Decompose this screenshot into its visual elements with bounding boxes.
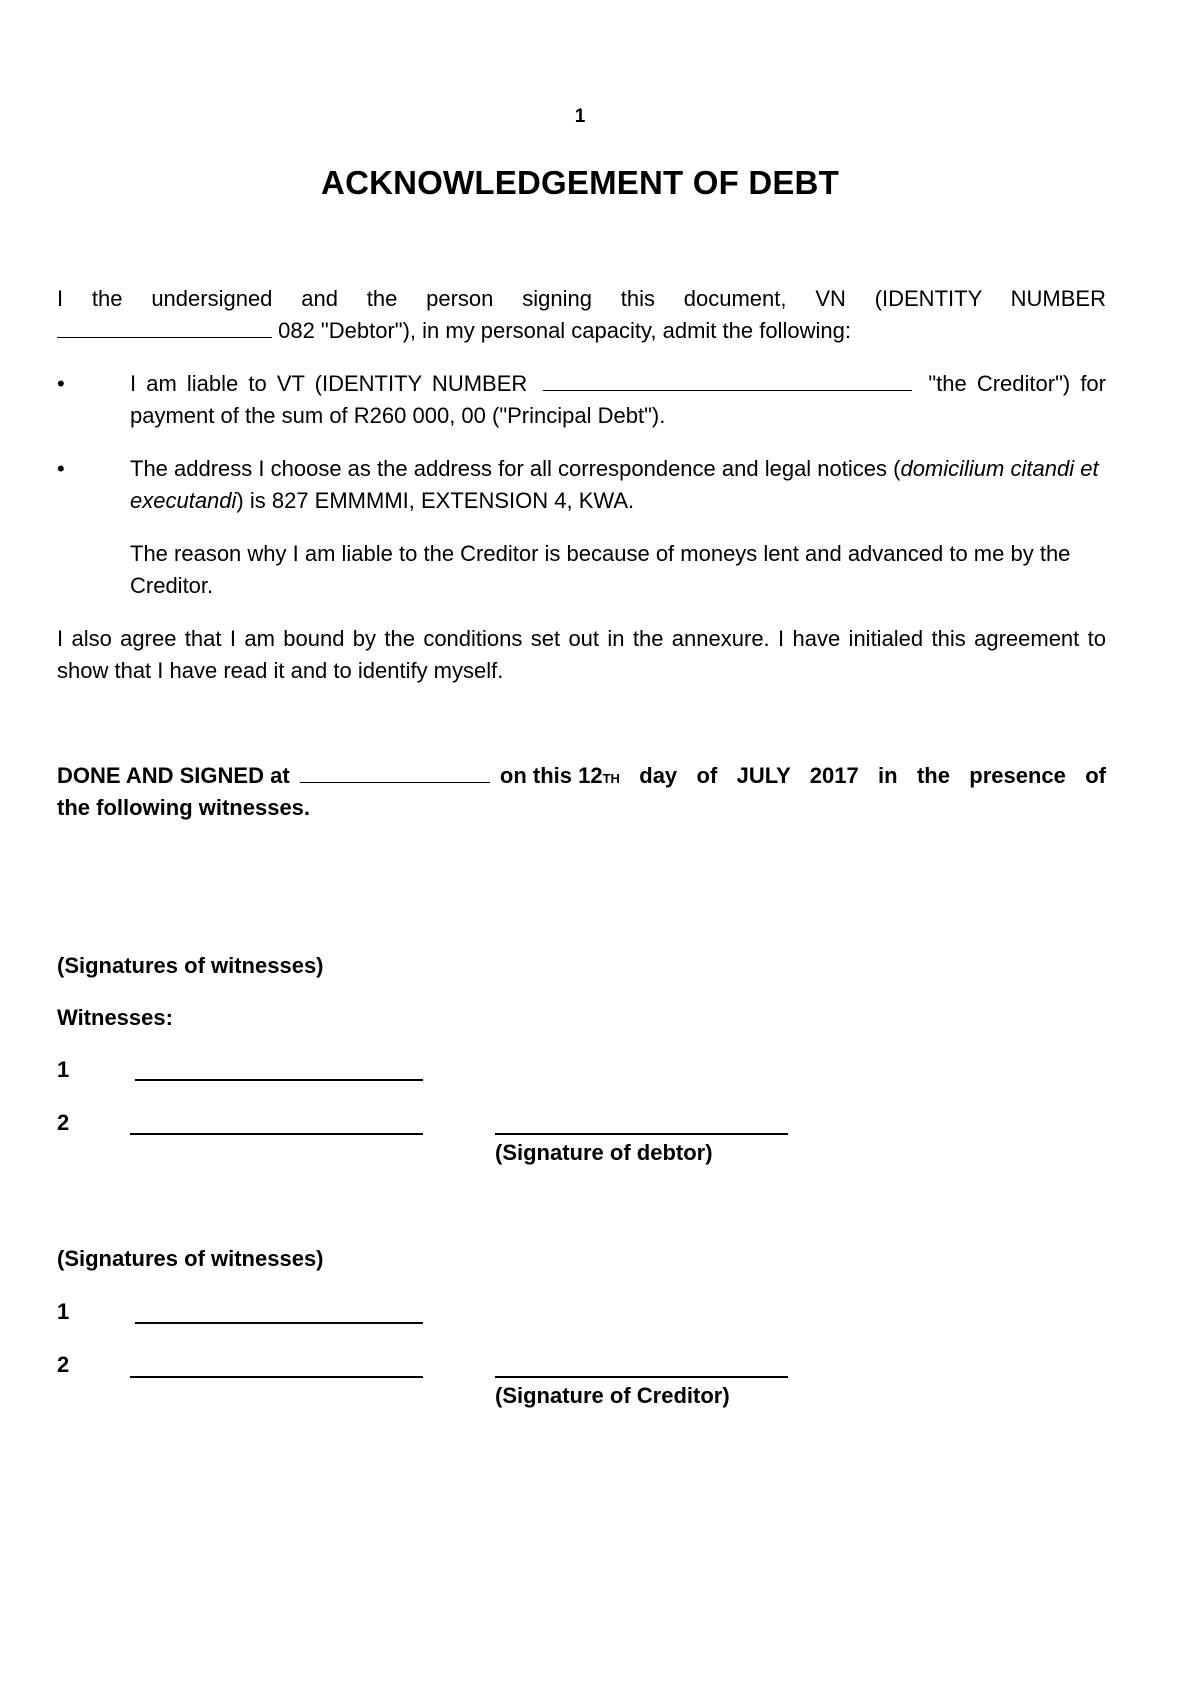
bullet-2: • xyxy=(57,456,65,481)
debtor-witness-1-signature-line[interactable] xyxy=(135,1079,423,1081)
item-2-text-b: ) is 827 EMMMMI, EXTENSION 4, KWA. xyxy=(236,488,635,513)
done-signed-text-a: DONE AND SIGNED at xyxy=(57,763,296,788)
done-signed-text-c: day of JULY 2017 in the presence of xyxy=(619,763,1106,788)
intro-line-1: I the undersigned and the person signing this document, VN (IDENTITY NUMBER xyxy=(57,286,1106,311)
item-1-before-blank: I am liable to VT (IDENTITY NUMBER xyxy=(130,371,538,396)
witnesses-label: Witnesses: xyxy=(57,1005,173,1030)
intro-line-2-text: 082 "Debtor"), in my personal capacity, admit the following: xyxy=(272,318,851,343)
creditor-signature-label: (Signature of Creditor) xyxy=(495,1383,730,1408)
creditor-id-blank[interactable] xyxy=(543,370,912,391)
debtor-signature-line[interactable] xyxy=(495,1133,788,1135)
reason-paragraph: The reason why I am liable to the Creditor is because of moneys lent and advanced to me by the Creditor. xyxy=(130,541,1071,598)
signing-place-blank[interactable] xyxy=(300,762,490,783)
item-1-line-1 xyxy=(130,368,1106,400)
creditor-witnesses-heading: (Signatures of witnesses) xyxy=(57,1246,324,1271)
done-signed-text-b: on this 12 xyxy=(493,763,603,788)
page-number: 1 xyxy=(574,106,586,127)
creditor-witness-1-number: 1 xyxy=(57,1299,70,1324)
bullet-1: • xyxy=(57,371,65,396)
creditor-witness-2-signature-line[interactable] xyxy=(130,1376,423,1378)
done-signed-line-1: DONE AND SIGNED at on this 12 TH day of JULY 2017 in the presence of xyxy=(57,760,1106,792)
debtor-witness-2-number: 2 xyxy=(57,1110,70,1135)
intro-line-2 xyxy=(57,315,1106,347)
creditor-witness-2-number: 2 xyxy=(57,1352,70,1377)
document-title: ACKNOWLEDGEMENT OF DEBT xyxy=(321,164,839,201)
item-2 xyxy=(130,453,1106,517)
item-2-italic-a: domicilium xyxy=(900,456,1005,481)
debtor-witnesses-heading: (Signatures of witnesses) xyxy=(57,953,324,978)
done-signed-line-2: the following witnesses. xyxy=(57,795,311,820)
creditor-witness-1-signature-line[interactable] xyxy=(135,1322,423,1324)
agreement-paragraph: I also agree that I am bound by the conditions set out in the annexure. I have initialed this agreement to show that I have read it and to identify myself. xyxy=(57,626,1106,683)
item-2-text-a: The address I choose as the address for all correspondence and legal notices ( xyxy=(130,456,901,481)
debtor-witness-1-number: 1 xyxy=(57,1057,70,1082)
item-1-line-2: payment of the sum of R260 000, 00 ("Principal Debt"). xyxy=(130,403,666,428)
creditor-signature-line[interactable] xyxy=(495,1376,788,1378)
item-2-italic-b: citandi et executandi xyxy=(130,456,1099,513)
debtor-witness-2-signature-line[interactable] xyxy=(130,1133,423,1135)
debtor-id-blank[interactable] xyxy=(57,317,272,338)
debtor-signature-label: (Signature of debtor) xyxy=(495,1140,713,1165)
item-1-after-blank: "the Creditor") for xyxy=(918,371,1106,396)
